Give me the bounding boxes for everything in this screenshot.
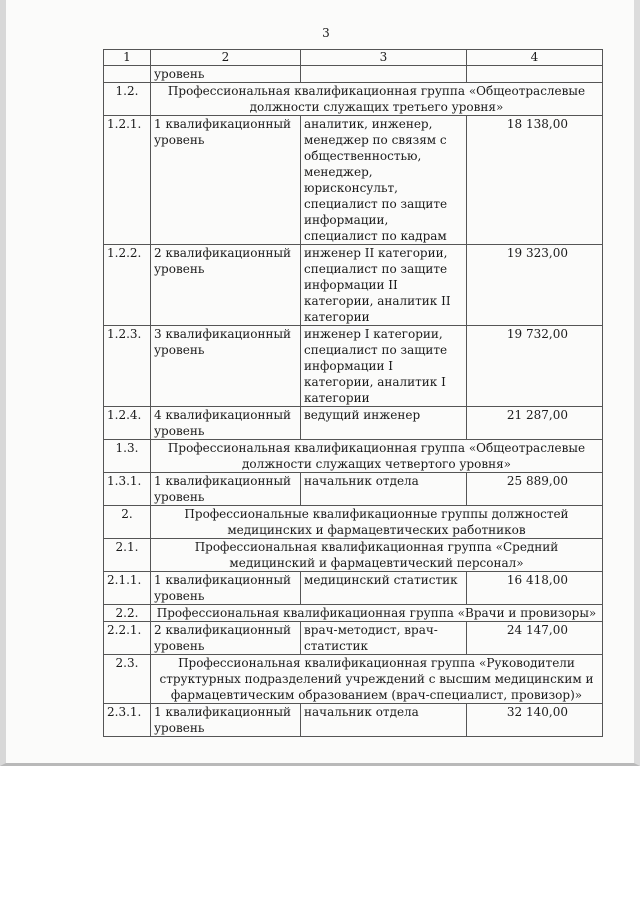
column-header: 3	[301, 50, 467, 66]
group-title: Профессиональные квалификационные группы должностей медицинских и фармацевтических работников	[151, 506, 603, 539]
continuation-text: уровень	[151, 66, 301, 83]
positions: инженер I категории, специалист по защите информации I категории, аналитик I категории	[301, 326, 467, 407]
group-title: Профессиональная квалификационная группа «Врачи и провизоры»	[151, 605, 603, 622]
row-number: 1.3.	[104, 440, 151, 473]
positions: медицинский статистик	[301, 572, 467, 605]
row-number: 2.3.1.	[104, 704, 151, 737]
group-row	[104, 655, 603, 704]
table-row	[104, 245, 603, 326]
positions: врач-методист, врач-статистик	[301, 622, 467, 655]
header-row	[104, 50, 603, 66]
salary-value: 25 889,00	[467, 473, 603, 506]
table-row	[104, 572, 603, 605]
qualification-level: 2 квалификационный уровень	[151, 622, 301, 655]
group-title: Профессиональная квалификационная группа «Общеотраслевые должности служащих четвертого уровня»	[151, 440, 603, 473]
qualification-level: 1 квалификационный уровень	[151, 572, 301, 605]
qualification-level: 2 квалификационный уровень	[151, 245, 301, 326]
row-number: 1.2.	[104, 83, 151, 116]
salary-value: 24 147,00	[467, 622, 603, 655]
table-row	[104, 704, 603, 737]
row-number: 1.2.4.	[104, 407, 151, 440]
group-row	[104, 539, 603, 572]
qualification-level: 1 квалификационный уровень	[151, 704, 301, 737]
row-number: 2.	[104, 506, 151, 539]
table-row	[104, 326, 603, 407]
row-number: 2.2.1.	[104, 622, 151, 655]
table-row	[104, 622, 603, 655]
page-number: 3	[322, 26, 330, 40]
group-title: Профессиональная квалификационная группа «Руководители структурных подразделений учреждений с высшим медицинским и фармацевтическим образованием (врач-специалист, провизор)»	[151, 655, 603, 704]
column-header: 2	[151, 50, 301, 66]
positions: начальник отдела	[301, 704, 467, 737]
salary-value: 19 732,00	[467, 326, 603, 407]
group-row	[104, 440, 603, 473]
row-number: 2.2.	[104, 605, 151, 622]
row-number: 2.3.	[104, 655, 151, 704]
continuation-row	[104, 66, 603, 83]
qualification-level: 4 квалификационный уровень	[151, 407, 301, 440]
group-row	[104, 506, 603, 539]
row-number: 1.2.2.	[104, 245, 151, 326]
qualification-level: 3 квалификационный уровень	[151, 326, 301, 407]
salary-table	[103, 49, 603, 737]
row-number: 1.2.1.	[104, 116, 151, 245]
row-number: 1.2.3.	[104, 326, 151, 407]
salary-value: 16 418,00	[467, 572, 603, 605]
salary-value: 21 287,00	[467, 407, 603, 440]
table-row	[104, 116, 603, 245]
group-title: Профессиональная квалификационная группа «Средний медицинский и фармацевтический персонал»	[151, 539, 603, 572]
group-title: Профессиональная квалификационная группа «Общеотраслевые должности служащих третьего уровня»	[151, 83, 603, 116]
positions: инженер II категории, специалист по защите информации II категории, аналитик II категории	[301, 245, 467, 326]
row-number: 2.1.	[104, 539, 151, 572]
group-row	[104, 83, 603, 116]
table-row	[104, 473, 603, 506]
table-row	[104, 407, 603, 440]
column-header: 4	[467, 50, 603, 66]
qualification-level: 1 квалификационный уровень	[151, 473, 301, 506]
salary-value: 32 140,00	[467, 704, 603, 737]
salary-value: 19 323,00	[467, 245, 603, 326]
column-header: 1	[104, 50, 151, 66]
salary-value: 18 138,00	[467, 116, 603, 245]
positions: ведущий инженер	[301, 407, 467, 440]
positions: начальник отдела	[301, 473, 467, 506]
group-row	[104, 605, 603, 622]
qualification-level: 1 квалификационный уровень	[151, 116, 301, 245]
row-number: 2.1.1.	[104, 572, 151, 605]
row-number: 1.3.1.	[104, 473, 151, 506]
positions: аналитик, инженер, менеджер по связям с общественностью, менеджер, юрисконсульт, специалист по защите информации, специалист по кадрам	[301, 116, 467, 245]
